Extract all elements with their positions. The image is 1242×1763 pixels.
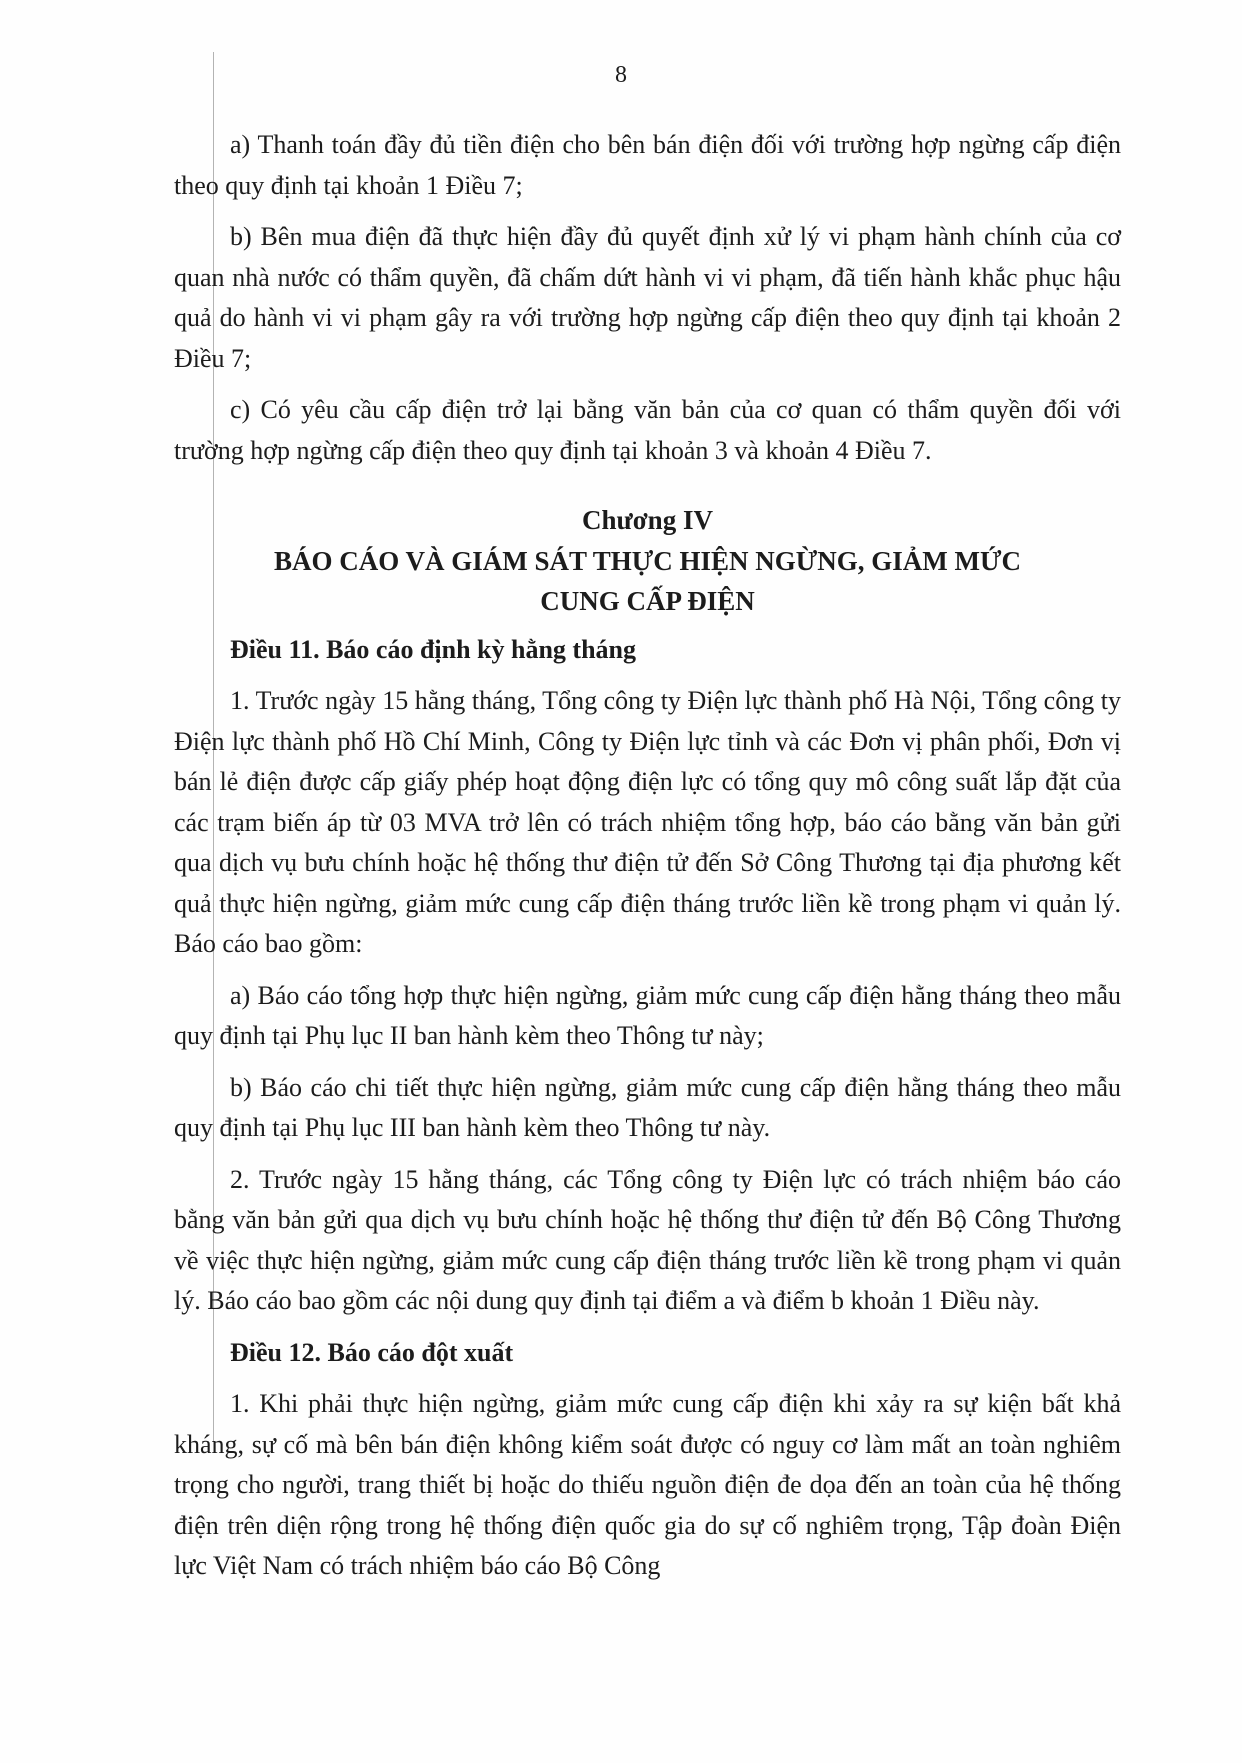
document-body [174,125,1121,1598]
article-11-clause-1b: b) Báo cáo chi tiết thực hiện ngừng, giảm mức cung cấp điện hằng tháng theo mẫu quy định tại Phụ lục III ban hành kèm theo Thông tư này. [174,1072,1121,1142]
article-11-heading: Điều 11. Báo cáo định kỳ hằng tháng [230,634,637,664]
article-11-clause-1a: a) Báo cáo tổng hợp thực hiện ngừng, giảm mức cung cấp điện hằng tháng theo mẫu quy định tại Phụ lục II ban hành kèm theo Thông tư này; [174,980,1121,1050]
article-11-clause-2: 2. Trước ngày 15 hằng tháng, các Tổng công ty Điện lực có trách nhiệm báo cáo bằng văn bản gửi qua dịch vụ bưu chính hoặc hệ thống thư điện tử đến Bộ Công Thương về việc thực hiện ngừng, giảm mức cung cấp điện tháng trước liền kề trong phạm vi quản lý. Báo cáo bao gồm các nội dung quy định tại điểm a và điểm b khoản 1 Điều này. [174,1164,1121,1315]
chapter-heading: Chương IV [582,505,713,535]
paragraph-item-c: c) Có yêu cầu cấp điện trở lại bằng văn bản của cơ quan có thẩm quyền đối với trường hợp ngừng cấp điện theo quy định tại khoản 3 và khoản 4 Điều 7. [174,395,1121,465]
article-11-clause-1: 1. Trước ngày 15 hằng tháng, Tổng công ty Điện lực thành phố Hà Nội, Tổng công ty Điện lực thành phố Hồ Chí Minh, Công ty Điện lực tỉnh và các Đơn vị phân phối, Đơn vị bán lẻ điện được cấp giấy phép hoạt động điện lực có tổng quy mô công suất lắp đặt của các trạm biến áp từ 03 MVA trở lên có trách nhiệm tổng hợp, báo cáo bằng văn bản gửi qua dịch vụ bưu chính hoặc hệ thống thư điện tử đến Sở Công Thương tại địa phương kết quả thực hiện ngừng, giảm mức cung cấp điện tháng trước liền kề trong phạm vi quản lý. Báo cáo bao gồm: [174,686,1121,958]
chapter-title: BÁO CÁO VÀ GIÁM SÁT THỰC HIỆN NGỪNG, GIẢM MỨC CUNG CẤP ĐIỆN [273,545,1022,616]
paragraph-item-a: a) Thanh toán đầy đủ tiền điện cho bên bán điện đối với trường hợp ngừng cấp điện theo quy định tại khoản 1 Điều 7; [174,130,1121,200]
article-12-clause-1: 1. Khi phải thực hiện ngừng, giảm mức cung cấp điện khi xảy ra sự kiện bất khả kháng, sự cố mà bên bán điện không kiểm soát được có nguy cơ làm mất an toàn nghiêm trọng cho người, trang thiết bị hoặc do thiếu nguồn điện đe dọa đến an toàn của hệ thống điện trên diện rộng trong hệ thống điện quốc gia do sự cố nghiêm trọng, Tập đoàn Điện lực Việt Nam có trách nhiệm báo cáo Bộ Công [174,1389,1121,1580]
paragraph-item-b: b) Bên mua điện đã thực hiện đầy đủ quyết định xử lý vi phạm hành chính của cơ quan nhà nước có thẩm quyền, đã chấm dứt hành vi vi phạm, đã tiến hành khắc phục hậu quả do hành vi vi phạm gây ra với trường hợp ngừng cấp điện theo quy định tại khoản 2 Điều 7; [174,222,1121,373]
page-number: 8 [615,62,627,88]
article-12-heading: Điều 12. Báo cáo đột xuất [230,1337,514,1367]
